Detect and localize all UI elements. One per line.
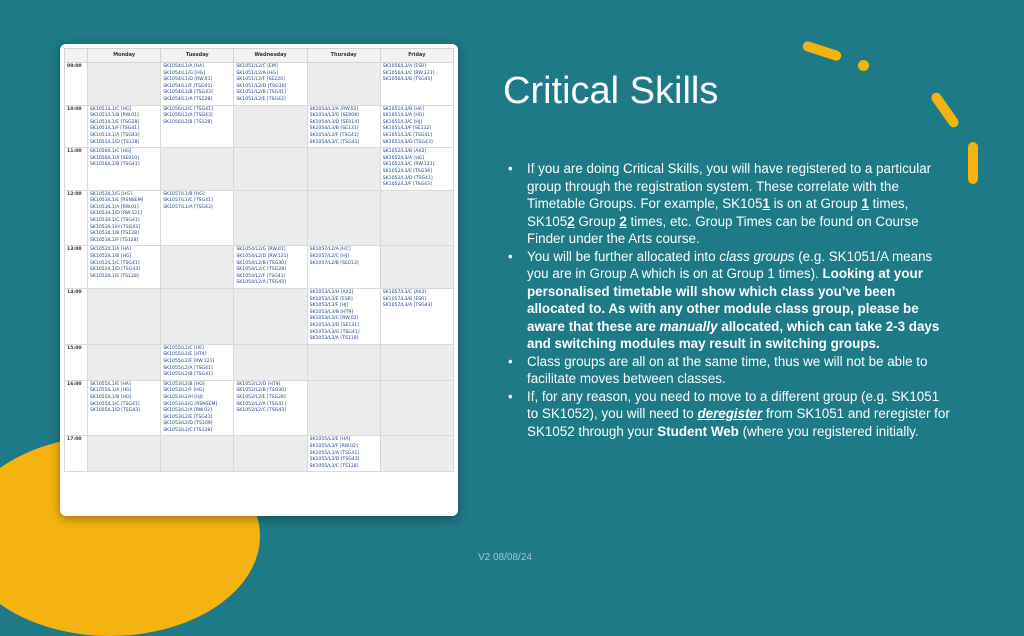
- class-group-entry: SK1051/L3/D [TSG43]: [382, 139, 433, 145]
- timetable-cell: [380, 344, 453, 380]
- timetable-cell: [307, 289, 380, 345]
- day-header-thursday: Thursday: [307, 49, 380, 63]
- time-label: 14:00: [65, 289, 88, 345]
- class-group-entry: SK1053/L2/H [HJ]: [163, 394, 203, 400]
- class-group-entry: SK1052/L2/A [TSG41]: [236, 401, 286, 407]
- class-group-entry: SK1055/L2/E [HT4]: [163, 352, 207, 358]
- time-label: 17:00: [65, 436, 88, 472]
- class-group-entry: SK1051/L2/D [TSG30]: [236, 83, 287, 89]
- class-group-entry: SK1051/L1/A [TSG43]: [90, 132, 140, 138]
- timetable-cell: [161, 380, 234, 436]
- timetable-cell: [307, 63, 380, 106]
- timetable-cell: [161, 289, 234, 345]
- class-group-entry: SK1052/L2/B [TSG30]: [236, 388, 286, 394]
- time-label: 16:00: [65, 380, 88, 436]
- timetable-cell: [161, 190, 234, 246]
- class-group-entry: SK1053/L1/A [RW.01]: [90, 204, 139, 210]
- class-group-entry: SK1056/L2/C [TSG41]: [163, 106, 213, 112]
- timetable-cell: [234, 344, 307, 380]
- time-label: 11:00: [65, 148, 88, 191]
- class-group-entry: SK1053/L3/H [AX2]: [309, 290, 354, 295]
- timetable-cell: [380, 148, 453, 191]
- decorative-dash-4: [968, 142, 978, 184]
- class-group-entry: SK1057/L1/C [TSG41]: [163, 198, 213, 204]
- timetable-cell: [161, 436, 234, 472]
- class-group-entry: SK1051/L1/E [TSG28]: [90, 119, 140, 125]
- class-group-entry: SK1055/L3/E [HA]: [309, 437, 351, 443]
- class-group-entry: SK1054/L1/G [HG]: [163, 70, 206, 76]
- timetable-cell: [234, 105, 307, 148]
- class-group-entry: SK1054/L2/A [TSG43]: [236, 280, 286, 286]
- class-group-entry: SK1054/L1/F [TSG41]: [163, 83, 213, 89]
- timetable-cell: [88, 436, 161, 472]
- class-group-entry: SK1056/L3/A [ESR]: [382, 64, 427, 69]
- class-group-entry: SK1055/L1/E [HA]: [90, 381, 131, 387]
- class-group-entry: SK1052/L2/E [TSG28]: [236, 394, 286, 400]
- class-group-entry: SK1057/L1/A [TSG43]: [163, 204, 213, 210]
- class-group-entry: SK1053/L1/E [RSNSEM]: [90, 198, 144, 204]
- version-label: V2 08/08/24: [478, 552, 532, 563]
- class-group-entry: SK1053/L1/G [HG]: [90, 191, 132, 197]
- bullet-item: • Class groups are all on at the same time, thus we will not be able to facilitate moves between classes.: [508, 353, 953, 388]
- class-group-entry: SK1053/L2/G [RSNSEM]: [163, 401, 218, 407]
- class-group-entry: SK1055/L1/C [TSG41]: [90, 401, 140, 407]
- class-group-entry: SK1057/L1/B [HG]: [163, 191, 205, 197]
- timetable-screenshot-card: [60, 44, 458, 516]
- timetable-cell: [307, 344, 380, 380]
- class-group-entry: SK1053/L1/H [TSG43]: [90, 224, 140, 230]
- time-column-header: [65, 49, 88, 63]
- class-group-entry: SK1054/L2/G [RW.01]: [236, 247, 286, 253]
- decorative-dash-1: [801, 40, 842, 62]
- class-group-entry: SK1053/L3/D [SE131]: [309, 322, 359, 328]
- timetable-cell: [234, 289, 307, 345]
- timetable-cell: [88, 105, 161, 148]
- timetable-cell: [234, 63, 307, 106]
- class-group-entry: SK1053/L3/C [RW.02]: [309, 316, 359, 322]
- timetable-cell: [380, 289, 453, 345]
- decorative-dash-2: [858, 60, 869, 71]
- class-group-entry: SK1052/L3/C [RW.121]: [382, 162, 435, 168]
- class-group-entry: SK1053/L3/F [HJ]: [309, 303, 349, 309]
- day-header-monday: Monday: [88, 49, 161, 63]
- class-group-entry: SK1051/L3/F [SE132]: [382, 126, 432, 132]
- class-group-entry: SK1052/L3/B [AX2]: [382, 149, 427, 155]
- class-group-entry: SK1057/L2/A [HC]: [309, 247, 351, 253]
- class-group-entry: SK1054/L1/B [TSG43]: [163, 90, 213, 96]
- bullet-item: • If you are doing Critical Skills, you will have registered to a particular group through the registration system. These correlate with the Timetable Groups. For example, SK1051 is on at Group 1 times, SK1052 Group 2 times, etc. Group Times can be found on Course Finder under the Arts course.: [508, 160, 953, 248]
- class-group-entry: SK1053/L1/F [TS128]: [90, 237, 139, 243]
- timetable-cell: [234, 148, 307, 191]
- day-header-friday: Friday: [380, 49, 453, 63]
- class-group-entry: SK1054/L3/G [SE008]: [309, 113, 359, 119]
- timetable-cell: [307, 380, 380, 436]
- timetable-row: [65, 380, 454, 436]
- timetable-cell: [380, 246, 453, 289]
- timetable-row: [65, 436, 454, 472]
- timetable-cell: [88, 344, 161, 380]
- class-group-entry: SK1051/L3/B [HA]: [382, 106, 424, 112]
- class-group-entry: SK1051/L2/C [EM]: [236, 64, 278, 69]
- class-group-entry: SK1053/L3/B [HT9]: [309, 309, 354, 315]
- timetable-cell: [234, 380, 307, 436]
- decorative-dash-3: [929, 91, 960, 130]
- class-group-entry: SK1051/L3/E [TSG41]: [382, 132, 433, 138]
- bullet-item: • If, for any reason, you need to move to a different group (e.g. SK1051 to SK1052), you will need to deregister from SK1051 and reregister for SK1052 through your Student Web (where you registered initially.: [508, 388, 953, 441]
- class-group-entry: SK1051/L1/B [RW.01]: [90, 113, 139, 119]
- class-group-entry: SK1054/L3/A [RW.02]: [309, 106, 359, 112]
- class-group-entry: SK1055/L1/D [TSG43]: [90, 408, 140, 414]
- class-group-entry: SK1052/L1/B [HG]: [90, 254, 132, 260]
- class-group-entry: SK1055/L2/B [TSG41]: [163, 372, 213, 378]
- timetable-header-row: [65, 49, 454, 63]
- class-group-entry: SK1051/L2/F [SE220]: [236, 77, 285, 83]
- timetable-grid: [64, 48, 454, 472]
- timetable-cell: [307, 190, 380, 246]
- timetable-cell: [234, 190, 307, 246]
- class-group-entry: SK1053/L2/F [HG]: [163, 388, 205, 394]
- class-group-entry: SK1053/L1/D [RW.121]: [90, 211, 143, 217]
- timetable-cell: [88, 246, 161, 289]
- timetable-row: [65, 105, 454, 148]
- time-label: 12:00: [65, 190, 88, 246]
- class-group-entry: SK1051/L1/F [TSG41]: [90, 126, 140, 132]
- class-group-entry: SK1054/L2/F [TSG41]: [236, 273, 286, 279]
- timetable-cell: [88, 63, 161, 106]
- class-group-entry: SK1055/L2/A [TSG41]: [163, 365, 213, 371]
- timetable-cell: [161, 105, 234, 148]
- class-group-entry: SK1054/L3/C [TSG43]: [309, 139, 360, 145]
- class-group-entry: SK1051/L2/E [TSG43]: [236, 96, 286, 102]
- class-group-entry: SK1056/L1/B [TSG41]: [90, 162, 140, 168]
- class-group-entry: SK1055/L3/F [RW.02]: [309, 444, 358, 450]
- class-group-entry: SK1052/L1/E [TS128]: [90, 273, 139, 279]
- time-label: 10:00: [65, 105, 88, 148]
- class-group-entry: SK1054/L2/B [TSG30]: [236, 260, 286, 266]
- class-group-entry: SK1053/L3/E [ESR]: [309, 296, 353, 302]
- class-group-entry: SK1051/L3/A [HG]: [382, 113, 425, 119]
- timetable-body: [65, 63, 454, 472]
- timetable-row: [65, 148, 454, 191]
- class-group-entry: SK1054/L1/A [HA]: [163, 64, 205, 69]
- class-group-entry: SK1054/L3/F [TSG41]: [309, 132, 359, 138]
- class-group-entry: SK1052/L1/C [TSG41]: [90, 260, 140, 266]
- class-group-entry: SK1051/L3/C [HJ]: [382, 119, 423, 125]
- class-group-entry: SK1055/L1/A [HG]: [90, 388, 132, 394]
- time-label: 15:00: [65, 344, 88, 380]
- timetable-cell: [88, 380, 161, 436]
- class-group-entry: SK1052/L1/D [TSG43]: [90, 267, 140, 273]
- timetable: [64, 48, 454, 472]
- class-group-entry: SK1055/L3/A [TSG41]: [309, 450, 360, 456]
- timetable-cell: [88, 190, 161, 246]
- day-header-tuesday: Tuesday: [161, 49, 234, 63]
- class-group-entry: SK1052/L1/A [HA]: [90, 247, 131, 253]
- class-group-entry: SK1057/L3/C [AX2]: [382, 290, 427, 295]
- timetable-cell: [380, 105, 453, 148]
- class-group-entry: SK1056/L1/A [SE010]: [90, 155, 139, 161]
- class-group-entry: SK1052/L3/E [TSG36]: [382, 168, 433, 174]
- bullet-item: • You will be further allocated into class groups (e.g. SK1051/A means you are in Group A which is on at Group 1 times). Looking at your personalised timetable will show which class you’ve been allocated to. As with any other module class group, please be aware that these are manually allocated, which can take 2-3 days and switching modules may result in switching groups.: [508, 248, 953, 353]
- timetable-cell: [161, 148, 234, 191]
- timetable-cell: [307, 148, 380, 191]
- class-group-entry: SK1057/L3/A [TSG43]: [382, 303, 433, 309]
- timetable-cell: [380, 436, 453, 472]
- class-group-entry: SK1053/L1/B [TS128]: [90, 231, 139, 237]
- timetable-row: [65, 190, 454, 246]
- timetable-row: [65, 246, 454, 289]
- class-group-entry: SK1052/L3/D [TSG41]: [382, 175, 433, 181]
- class-group-entry: SK1056/L2/B [TS128]: [163, 119, 213, 125]
- timetable-cell: [161, 246, 234, 289]
- class-group-entry: SK1053/L2/C [TS128]: [163, 427, 213, 433]
- class-group-entry: SK1054/L3/B [SE131]: [309, 126, 359, 132]
- class-group-entry: SK1051/L1/C [HG]: [90, 106, 132, 112]
- timetable-cell: [307, 436, 380, 472]
- class-group-entry: SK1054/L1/A [TS128]: [163, 96, 213, 102]
- class-group-entry: SK1053/L1/C [TSG41]: [90, 218, 140, 224]
- class-group-entry: SK1054/L1/D [RW.01]: [163, 77, 213, 83]
- class-group-entry: SK1051/L2/B [TSG41]: [236, 90, 286, 96]
- class-group-entry: SK1053/L3/G [TSG41]: [309, 329, 360, 335]
- class-group-entry: SK1053/L2/B [HG]: [163, 381, 205, 387]
- class-group-entry: SK1053/L3/A [TS118]: [309, 336, 359, 342]
- time-label: 09:00: [65, 63, 88, 106]
- class-group-entry: SK1056/L2/A [TSG43]: [163, 113, 213, 119]
- class-group-entry: SK1052/L3/A [HG]: [382, 155, 425, 161]
- class-group-entry: SK1053/L2/A [RW.02]: [163, 408, 212, 414]
- timetable-cell: [380, 380, 453, 436]
- timetable-cell: [234, 246, 307, 289]
- class-group-entry: SK1052/L2/D [HT9]: [236, 381, 281, 387]
- class-group-entry: SK1055/L2/F [RW.121]: [163, 358, 215, 364]
- timetable-cell: [161, 63, 234, 106]
- timetable-cell: [307, 246, 380, 289]
- class-group-entry: SK1054/L3/D [SE014]: [309, 119, 359, 125]
- class-group-entry: SK1051/L2/A [HG]: [236, 70, 278, 76]
- bullet-list: [508, 160, 953, 440]
- class-group-entry: SK1056/L3/B [TSG41]: [382, 77, 433, 83]
- timetable-cell: [307, 105, 380, 148]
- time-label: 13:00: [65, 246, 88, 289]
- timetable-cell: [161, 344, 234, 380]
- class-group-entry: SK1055/L1/B [HO]: [90, 394, 132, 400]
- class-group-entry: SK1057/L2/C [HJ]: [309, 254, 349, 260]
- timetable-cell: [88, 148, 161, 191]
- class-group-entry: SK1055/L3/D [TSG43]: [309, 457, 360, 463]
- slide-title: Critical Skills: [503, 70, 719, 112]
- day-header-wednesday: Wednesday: [234, 49, 307, 63]
- timetable-cell: [88, 289, 161, 345]
- class-group-entry: SK1053/L2/E [TSG41]: [163, 414, 213, 420]
- timetable-cell: [380, 63, 453, 106]
- class-group-entry: SK1051/L1/D [TS128]: [90, 139, 140, 145]
- timetable-cell: [380, 190, 453, 246]
- class-group-entry: SK1052/L2/C [TSG43]: [236, 408, 286, 414]
- class-group-entry: SK1053/L2/D [TS109]: [163, 421, 213, 427]
- class-group-entry: SK1056/L1/C [HG]: [90, 149, 132, 155]
- class-group-entry: SK1055/L2/C [HE]: [163, 345, 204, 351]
- class-group-entry: SK1055/L3/C [TS128]: [309, 463, 359, 469]
- timetable-cell: [234, 436, 307, 472]
- class-group-entry: SK1052/L3/F [TSG43]: [382, 182, 432, 188]
- timetable-row: [65, 344, 454, 380]
- class-group-entry: SK1056/L3/C [RW.121]: [382, 70, 435, 76]
- class-group-entry: SK1057/L3/B [ESR]: [382, 296, 427, 302]
- class-group-entry: SK1057/L2/B [SE013]: [309, 260, 359, 266]
- timetable-row: [65, 63, 454, 106]
- class-group-entry: SK1054/L2/D [RW.121]: [236, 254, 289, 260]
- timetable-row: [65, 289, 454, 345]
- class-group-entry: SK1054/L2/C [TSG28]: [236, 267, 286, 273]
